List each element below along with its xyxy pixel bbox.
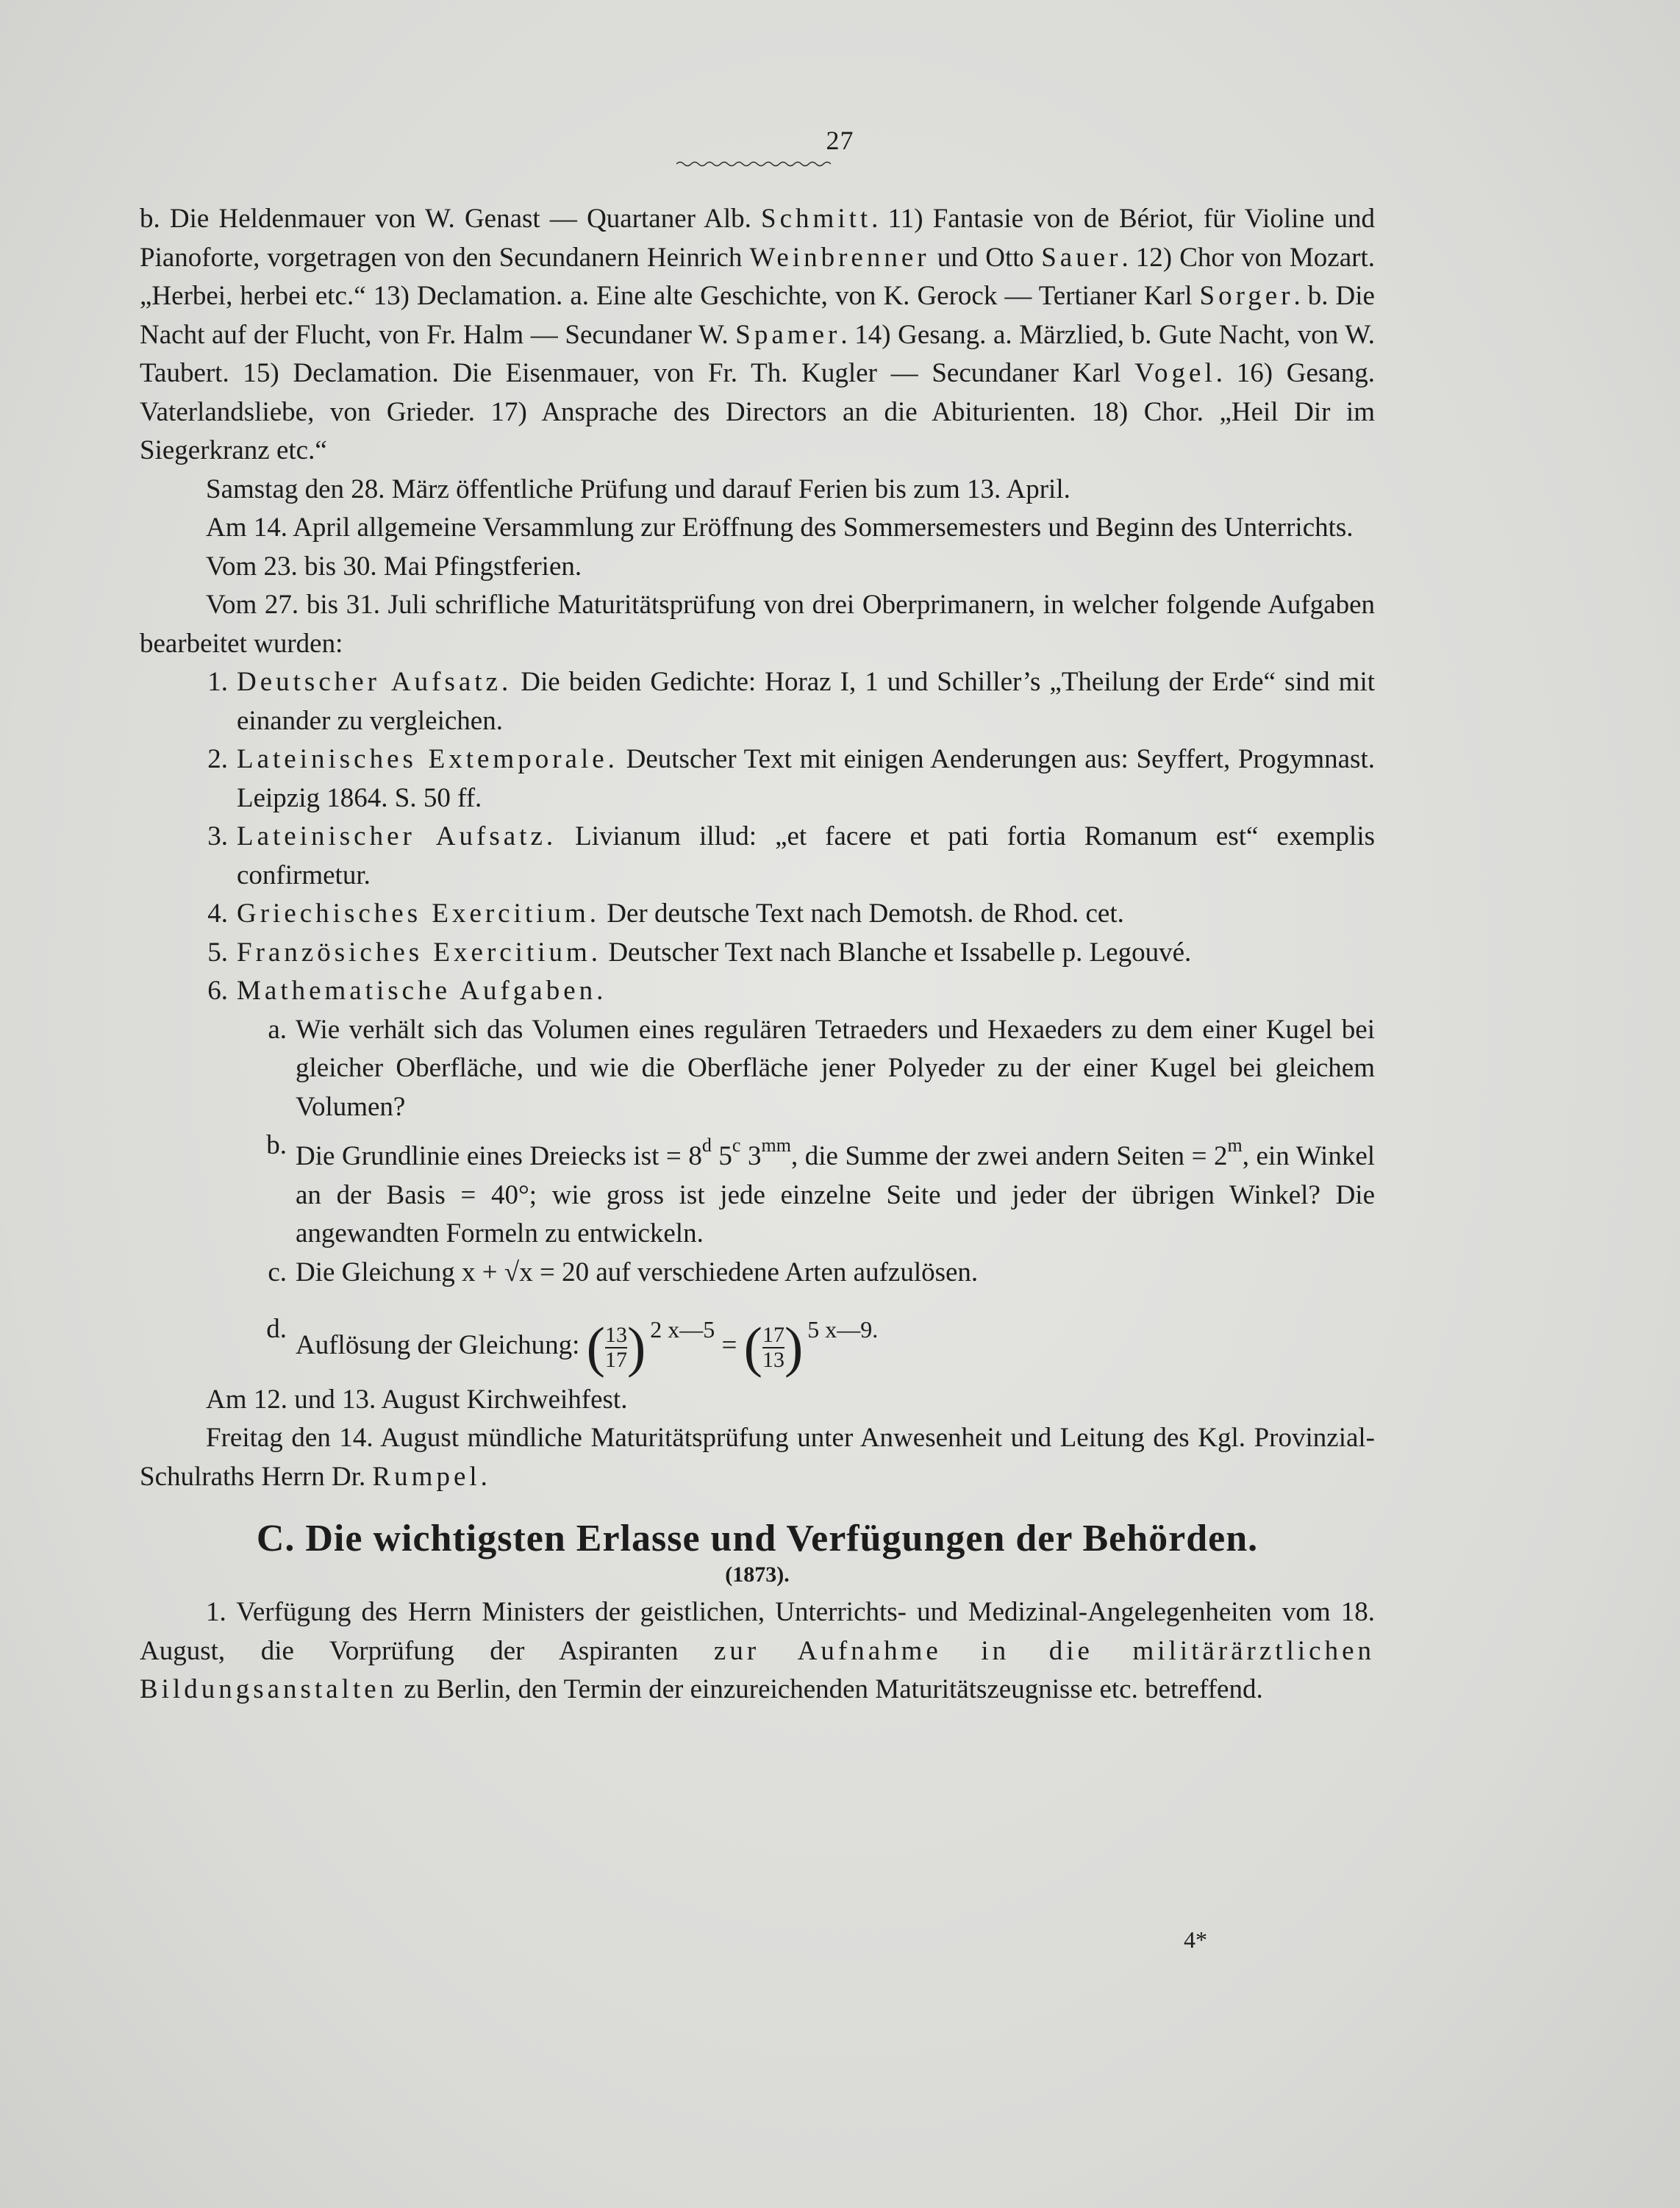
task-title: Lateinisches Extemporale.: [237, 744, 618, 774]
text-run: . 11) Fantasie von de Bériot, für Violine und Pianoforte, vorgetragen von den Secundanern Heinrich: [140, 204, 1375, 273]
spaced-text: Schmitt: [761, 204, 872, 234]
task-item: 6. Mathematische Aufgaben.: [207, 976, 607, 1006]
oral-exam-paragraph: [140, 1419, 1375, 1496]
written-exam-paragraph: Vom 27. bis 31. Juli schrifliche Maturitätsprüfung von drei Oberprimanern, in welcher folgende Aufgaben bearbeitet wurden:: [140, 590, 1375, 659]
signature-mark: 4*: [1184, 1926, 1207, 1953]
text-run: zu Berlin, den Termin der einzureichenden Maturitätszeugnisse etc. betreffend.: [397, 1674, 1263, 1705]
task-title: Griechisches Exercitium.: [237, 898, 600, 929]
section-year: (1873).: [725, 1562, 790, 1587]
task-title: Lateinischer Aufsatz.: [237, 821, 557, 851]
section-heading: C. Die wichtigsten Erlasse und Verfügungen der Behörden.: [256, 1518, 1259, 1560]
task-text: Livianum illud: „et facere et pati fortia Romanum est“ exemplis confirmetur.: [237, 821, 1376, 890]
text-run: . 16) Gesang. Vaterlandsliebe, von Grieder. 17) Ansprache des Directors an die Abiturienten. 18) Chor. „Heil Dir im Siegerkranz etc.“: [140, 358, 1375, 465]
root-sign: √: [504, 1257, 520, 1287]
text-run: Freitag den 14. August mündliche Maturitätsprüfung unter Anwesenheit und Leitung des Kgl. Provinzial-Schulraths Herrn Dr.: [140, 1423, 1375, 1492]
task-item: 2. Lateinisches Extemporale. Deutscher Text mit einigen Aenderungen aus: Seyffert, Progymnast. Leipzig 1864. S. 50 ff.: [207, 744, 1375, 813]
spaced-text: zur Aufnahme in die militärärztlichen Bildungsanstalten: [140, 1635, 1375, 1705]
task-title: Mathematische Aufgaben.: [237, 976, 607, 1006]
task-text: Der deutsche Text nach Demotsh. de Rhod. cet.: [599, 898, 1124, 929]
task-item: 5. Französiches Exercitium. Deutscher Text nach Blanche et Issabelle p. Legouvé.: [207, 937, 1192, 968]
page-number: 27: [826, 126, 854, 155]
task-item: 3. Lateinischer Aufsatz. Livianum illud: „et facere et pati fortia Romanum est“ exemplis confirmetur.: [207, 821, 1376, 890]
task-item: 1. Deutscher Aufsatz. Die beiden Gedichte: Horaz I, 1 und Schiller’s „Theilung der Erde“ sind mit einander zu vergleichen.: [207, 667, 1375, 736]
semester-start-paragraph: Am 14. April allgemeine Versammlung zur Eröffnung des Sommersemesters und Beginn des Unterrichts.: [206, 512, 1354, 543]
text-run: b. Die Heldenmauer von W. Genast — Quartaner Alb.: [140, 204, 762, 234]
text-run: 1. Verfügung des Herrn Ministers der geistlichen, Unterrichts- und Medizinal-Angelegenheiten vom 18. August, die Vorprüfung der Aspiranten: [140, 1597, 1375, 1666]
text-run: . 12) Chor von Mozart. „Herbei, herbei etc.“ 13) Declamation. a. Eine alte Geschichte, von K. Gerock — Tertianer Karl: [140, 242, 1375, 311]
wavy-rule: [676, 160, 831, 168]
text-run: .: [480, 1461, 487, 1492]
body-text: [140, 200, 1375, 1709]
text-run: . b. Die Nacht auf der Flucht, von Fr. Halm — Secundaner W.: [140, 281, 1375, 350]
spaced-text: Weinbrenner: [749, 242, 930, 273]
task-text: Die beiden Gedichte: Horaz I, 1 und Schiller’s „Theilung der Erde“ sind mit einander zu vergleichen.: [237, 667, 1375, 736]
fraction-13-17: $\frac{13}{17}$: [604, 1322, 627, 1372]
spaced-text: Sauer: [1041, 242, 1122, 273]
task-item: 4. Griechisches Exercitium. Der deutsche Text nach Demotsh. de Rhod. cet.: [207, 898, 1124, 929]
task-title: Französiches Exercitium.: [237, 937, 602, 968]
math-task-b: b. Die Grundlinie eines Dreiecks ist = $8^d$ 5$^c$ $3^{mm}$, die Summe der zwei andern Seiten = $2^m$, ein Winkel an der Basis = 40°; wie gross ist jede einzelne Seite und jeder der übrigen Winkel? Die angewandten Formeln zu entwickeln.: [266, 1130, 1376, 1248]
math-task-a: a. Wie verhält sich das Volumen eines regulären Tetraeders und Hexaeders zu dem einer Kugel bei gleicher Oberfläche, und wie die Oberfläche jener Polyeder zu der einer Kugel bei gleichem Volumen?: [268, 1014, 1375, 1122]
task-text: Deutscher Text nach Blanche et Issabelle p. Legouvé.: [601, 937, 1192, 968]
exam-date-paragraph: Samstag den 28. März öffentliche Prüfung und darauf Ferien bis zum 13. April.: [206, 474, 1070, 504]
task-text: Deutscher Text mit einigen Aenderungen aus: Seyffert, Progymnast. Leipzig 1864. S. 50 ff.: [237, 744, 1375, 813]
math-task-c: c. Die Gleichung x + √x = 20 auf verschiedene Arten aufzulösen.: [268, 1257, 979, 1287]
program-continuation: [140, 200, 1375, 471]
spaced-text: Sorger: [1199, 281, 1294, 311]
task-title: Deutscher Aufsatz.: [237, 667, 512, 697]
text-run: . 14) Gesang. a. Märzlied, b. Gute Nacht, von W. Taubert. 15) Declamation. Die Eisenmauer, von Fr. Th. Kugler — Secundaner Karl: [140, 319, 1375, 388]
text-run: und Otto: [929, 242, 1042, 273]
math-task-d: d. Auflösung der Gleichung: ( $\frac{13}{17}$ ) 2 x—5 = ( $\frac{17}{13}$ ) 5 x—9.: [266, 1314, 879, 1379]
spaced-text: Rumpel: [372, 1461, 481, 1492]
fraction-17-13: $\frac{17}{13}$: [762, 1322, 784, 1372]
pentecost-paragraph: Vom 23. bis 30. Mai Pfingstferien.: [206, 551, 582, 582]
spaced-text: Vogel: [1134, 358, 1216, 388]
decree-paragraph: [140, 1593, 1375, 1709]
kirchweih-paragraph: Am 12. und 13. August Kirchweihfest.: [206, 1384, 628, 1415]
spaced-text: Spamer: [735, 319, 841, 350]
